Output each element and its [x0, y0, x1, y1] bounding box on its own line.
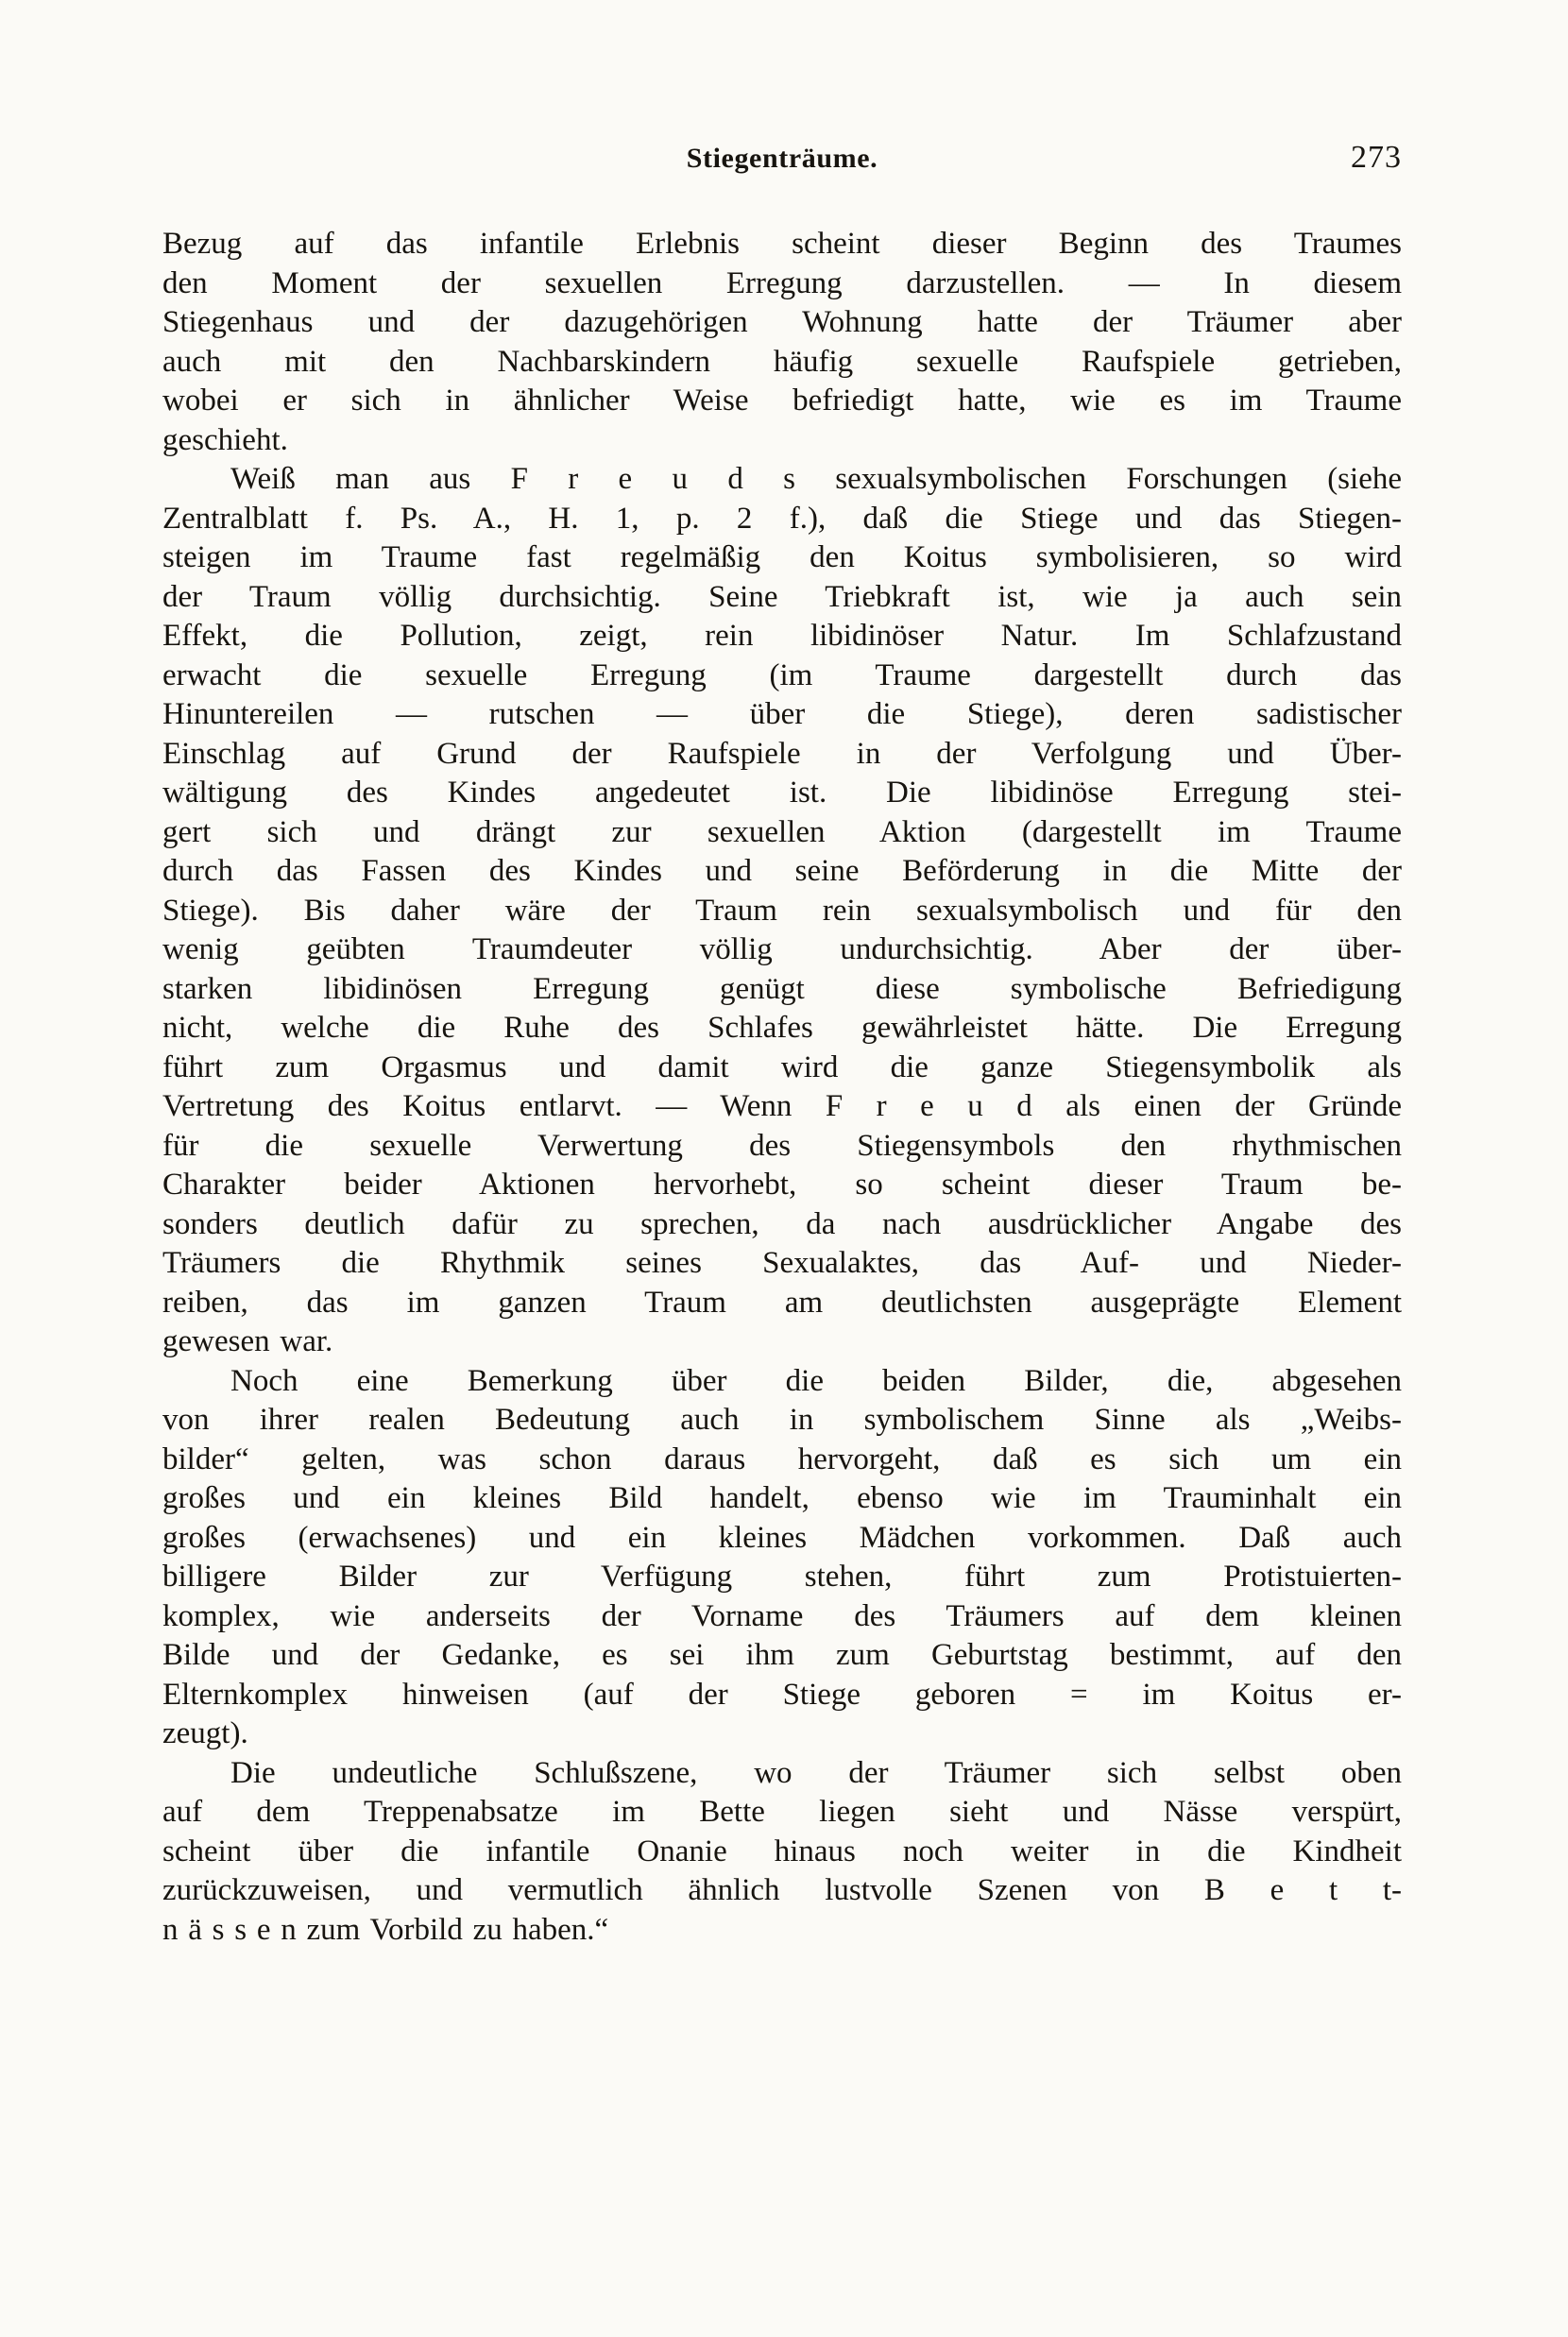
text-line: geschieht.	[162, 422, 288, 457]
text-line: n ä s s e n zum Vorbild zu haben.“	[162, 1912, 609, 1947]
text-line: reiben, das im ganzen Traum am deutlichsten ausgeprägte Element	[162, 1285, 1402, 1320]
text-line: Bezug auf das infantile Erlebnis scheint dieser Beginn des Traumes	[162, 227, 1402, 261]
text-line: steigen im Traume fast regelmäßig den Koitus symbolisieren, so wird	[162, 540, 1402, 574]
text-line: Stiege). Bis daher wäre der Traum rein sexualsymbolisch und für den	[162, 893, 1402, 928]
text-line: auf dem Treppenabsatze im Bette liegen sieht und Nässe verspürt,	[162, 1795, 1402, 1829]
page-number: 273	[1351, 140, 1402, 175]
text-line: den Moment der sexuellen Erregung darzustellen. — In diesem	[162, 265, 1402, 300]
text-line: von ihrer realen Bedeutung auch in symbolischem Sinne als „Weibs-	[162, 1403, 1402, 1437]
paragraph	[162, 1754, 1402, 1951]
text-line: wenig geübten Traumdeuter völlig undurchsichtig. Aber der über-	[162, 932, 1402, 966]
page-body	[162, 225, 1402, 1950]
page-header	[162, 140, 1402, 176]
paragraph	[162, 225, 1402, 460]
paragraph	[162, 460, 1402, 1362]
text-line: der Traum völlig durchsichtig. Seine Triebkraft ist, wie ja auch sein	[162, 579, 1402, 614]
text-line: zurückzuweisen, und vermutlich ähnlich lustvolle Szenen von B e t t-	[162, 1873, 1402, 1907]
text-line: gert sich und drängt zur sexuellen Aktion (dargestellt im Traume	[162, 814, 1402, 849]
text-line: starken libidinösen Erregung genügt diese symbolische Befriedigung	[162, 971, 1402, 1006]
text-line: scheint über die infantile Onanie hinaus noch weiter in die Kindheit	[162, 1834, 1402, 1868]
text-line: großes (erwachsenes) und ein kleines Mädchen vorkommen. Daß auch	[162, 1520, 1402, 1555]
text-line: wältigung des Kindes angedeutet ist. Die libidinöse Erregung stei-	[162, 776, 1402, 810]
text-line: Bilde und der Gedanke, es sei ihm zum Geburtstag bestimmt, auf den	[162, 1638, 1402, 1672]
text-line: für die sexuelle Verwertung des Stiegensymbols den rhythmischen	[162, 1128, 1402, 1163]
text-line: Die undeutliche Schlußszene, wo der Träumer sich selbst oben	[230, 1755, 1402, 1790]
text-line: sonders deutlich dafür zu sprechen, da nach ausdrücklicher Angabe des	[162, 1206, 1402, 1241]
text-line: großes und ein kleines Bild handelt, ebenso wie im Trauminhalt ein	[162, 1481, 1402, 1515]
text-line: Vertretung des Koitus entlarvt. — Wenn F r e u d als einen der Gründe	[162, 1089, 1402, 1123]
text-line: komplex, wie anderseits der Vorname des Träumers auf dem kleinen	[162, 1598, 1402, 1633]
paragraph	[162, 1362, 1402, 1754]
text-line: billigere Bilder zur Verfügung stehen, führt zum Protistuierten-	[162, 1560, 1402, 1594]
text-line: Elternkomplex hinweisen (auf der Stiege geboren = im Koitus er-	[162, 1677, 1402, 1712]
text-line: führt zum Orgasmus und damit wird die ganze Stiegensymbolik als	[162, 1049, 1402, 1084]
text-line: auch mit den Nachbarskindern häufig sexuelle Raufspiele getrieben,	[162, 344, 1402, 379]
running-head-title: Stiegenträume.	[686, 143, 878, 174]
text-line: Charakter beider Aktionen hervorhebt, so scheint dieser Traum be-	[162, 1168, 1402, 1202]
text-line: bilder“ gelten, was schon daraus hervorgeht, daß es sich um ein	[162, 1441, 1402, 1476]
text-line: gewesen war.	[162, 1324, 333, 1358]
text-line: Noch eine Bemerkung über die beiden Bilder, die, abgesehen	[230, 1363, 1402, 1398]
text-line: wobei er sich in ähnlicher Weise befriedigt hatte, wie es im Traume	[162, 384, 1402, 418]
text-line: Weiß man aus F r e u d s sexualsymbolischen Forschungen (siehe	[230, 462, 1402, 496]
text-line: Stiegenhaus und der dazugehörigen Wohnung hatte der Träumer aber	[162, 305, 1402, 339]
text-line: Träumers die Rhythmik seines Sexualaktes, das Auf- und Nieder-	[162, 1246, 1402, 1280]
text-line: Hinuntereilen — rutschen — über die Stiege), deren sadistischer	[162, 697, 1402, 731]
text-line: zeugt).	[162, 1716, 248, 1750]
text-line: erwacht die sexuelle Erregung (im Traume dargestellt durch das	[162, 657, 1402, 692]
text-line: Einschlag auf Grund der Raufspiele in der Verfolgung und Über-	[162, 736, 1402, 771]
text-line: nicht, welche die Ruhe des Schlafes gewährleistet hätte. Die Erregung	[162, 1011, 1402, 1045]
text-line: Effekt, die Pollution, zeigt, rein libidinöser Natur. Im Schlafzustand	[162, 619, 1402, 653]
text-line: Zentralblatt f. Ps. A., H. 1, p. 2 f.), daß die Stiege und das Stiegen-	[162, 501, 1402, 536]
text-line: durch das Fassen des Kindes und seine Beförderung in die Mitte der	[162, 854, 1402, 888]
